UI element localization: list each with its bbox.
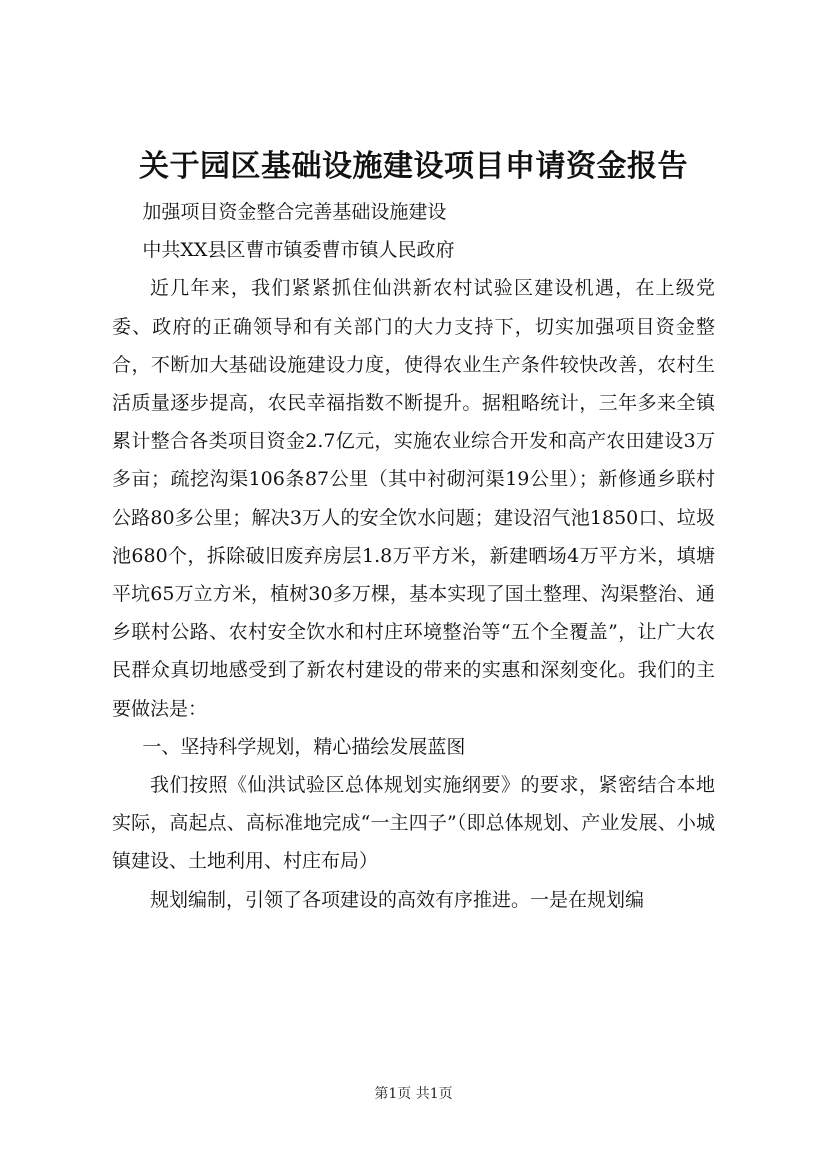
document-title: 关于园区基础设施建设项目申请资金报告 xyxy=(139,149,688,184)
body-paragraph: 我们按照《仙洪试验区总体规划实施纲要》的要求，紧密结合本地实际，高起点、高标准地完成“一主四子”（即总体规划、产业发展、小城镇建设、土地利用、村庄布局） xyxy=(112,774,715,873)
body-paragraph: 近几年来，我们紧紧抓住仙洪新农村试验区建设机遇，在上级党委、政府的正确领导和有关部门的大力支持下，切实加强项目资金整合，不断加大基础设施建设力度，使得农业生产条件较快改善，农村生活质量逐步提高，农民幸福指数不断提升。据粗略统计，三年多来全镇累计整合各类项目资金2.7亿元，实施农业综合开发和高产农田建设3万多亩；疏挖沟渠106条87公里（其中衬砌河渠19公里）；新修通乡联村公路80多公里；解决3万人的安全饮水问题；建设沼气池1850口、垃圾池680个，拆除破旧废弃房层1.8万平方米，新建晒场4万平方米，填塘平坑65万立方米，植树30多万棵，基本实现了国土整理、沟渠整治、通乡联村公路、农村安全饮水和村庄环境整治等“五个全覆盖”，让广大农民群众真切地感受到了新农村建设的带来的实惠和深刻变化。我们的主要做法是： xyxy=(112,277,715,720)
page-footer: 第1页 共1页 xyxy=(374,1086,453,1102)
body-paragraph: 规划编制，引领了各项建设的高效有序推进。一是在规划编 xyxy=(150,888,645,911)
subtitle-paragraph: 加强项目资金整合完善基础设施建设 xyxy=(142,201,447,223)
document-body xyxy=(112,193,715,919)
author-paragraph: 中共XX县区曹市镇委曹市镇人民政府 xyxy=(142,239,455,262)
section-heading: 一、坚持科学规划，精心描绘发展蓝图 xyxy=(142,735,466,758)
